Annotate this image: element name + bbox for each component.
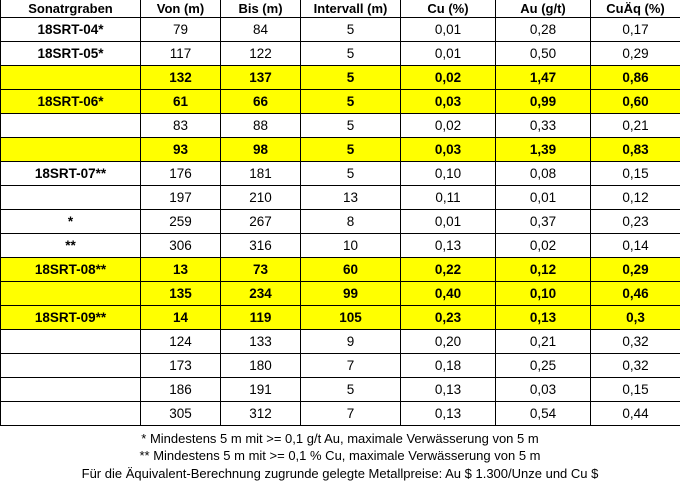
cell-to-m: 267 xyxy=(221,210,301,234)
footnotes xyxy=(0,430,680,482)
cell-cuaq-pct: 0,83 xyxy=(591,138,680,162)
cell-interval-m: 5 xyxy=(301,66,401,90)
cell-to-m: 312 xyxy=(221,402,301,426)
cell-hole-id: ** xyxy=(1,234,141,258)
cell-interval-m: 60 xyxy=(301,258,401,282)
cell-interval-m: 5 xyxy=(301,90,401,114)
cell-interval-m: 9 xyxy=(301,330,401,354)
table-row xyxy=(1,402,680,426)
cell-hole-id: * xyxy=(1,210,141,234)
cell-from-m: 124 xyxy=(141,330,221,354)
cell-au-gpt: 0,37 xyxy=(496,210,591,234)
cell-from-m: 117 xyxy=(141,42,221,66)
cell-cuaq-pct: 0,12 xyxy=(591,186,680,210)
cell-au-gpt: 0,33 xyxy=(496,114,591,138)
cell-au-gpt: 0,10 xyxy=(496,282,591,306)
cell-from-m: 83 xyxy=(141,114,221,138)
table-row xyxy=(1,18,680,42)
column-header-cuaq: CuÄq (%) xyxy=(591,0,680,18)
cell-cuaq-pct: 0,14 xyxy=(591,234,680,258)
column-header-au: Au (g/t) xyxy=(496,0,591,18)
cell-hole-id xyxy=(1,186,141,210)
cell-cuaq-pct: 0,15 xyxy=(591,378,680,402)
footnote-cu: ** Mindestens 5 m mit >= 0,1 % Cu, maximale Verwässerung von 5 m xyxy=(0,447,680,464)
cell-hole-id: 18SRT-04* xyxy=(1,18,141,42)
cell-au-gpt: 0,54 xyxy=(496,402,591,426)
cell-to-m: 119 xyxy=(221,306,301,330)
cell-hole-id xyxy=(1,138,141,162)
cell-to-m: 133 xyxy=(221,330,301,354)
cell-interval-m: 10 xyxy=(301,234,401,258)
cell-au-gpt: 0,25 xyxy=(496,354,591,378)
cell-cu-pct: 0,01 xyxy=(401,18,496,42)
table-row xyxy=(1,306,680,330)
cell-cuaq-pct: 0,21 xyxy=(591,114,680,138)
cell-interval-m: 5 xyxy=(301,162,401,186)
cell-cuaq-pct: 0,32 xyxy=(591,354,680,378)
cell-hole-id: 18SRT-06* xyxy=(1,90,141,114)
cell-interval-m: 99 xyxy=(301,282,401,306)
cell-cuaq-pct: 0,46 xyxy=(591,282,680,306)
column-header-bis: Bis (m) xyxy=(221,0,301,18)
table-row xyxy=(1,90,680,114)
cell-cu-pct: 0,23 xyxy=(401,306,496,330)
table-row xyxy=(1,162,680,186)
cell-au-gpt: 0,02 xyxy=(496,234,591,258)
table-row xyxy=(1,114,680,138)
cell-to-m: 137 xyxy=(221,66,301,90)
cell-au-gpt: 0,99 xyxy=(496,90,591,114)
cell-from-m: 173 xyxy=(141,354,221,378)
cell-hole-id: 18SRT-08** xyxy=(1,258,141,282)
cell-from-m: 14 xyxy=(141,306,221,330)
cell-from-m: 93 xyxy=(141,138,221,162)
cell-au-gpt: 0,50 xyxy=(496,42,591,66)
cell-cu-pct: 0,11 xyxy=(401,186,496,210)
column-header-cu: Cu (%) xyxy=(401,0,496,18)
cell-interval-m: 5 xyxy=(301,42,401,66)
table-row xyxy=(1,186,680,210)
cell-cu-pct: 0,01 xyxy=(401,210,496,234)
cell-to-m: 191 xyxy=(221,378,301,402)
cell-cu-pct: 0,13 xyxy=(401,378,496,402)
cell-cu-pct: 0,02 xyxy=(401,114,496,138)
cell-hole-id: 18SRT-07** xyxy=(1,162,141,186)
table-row xyxy=(1,258,680,282)
cell-interval-m: 7 xyxy=(301,354,401,378)
cell-au-gpt: 1,47 xyxy=(496,66,591,90)
cell-cuaq-pct: 0,32 xyxy=(591,330,680,354)
cell-au-gpt: 0,08 xyxy=(496,162,591,186)
cell-cu-pct: 0,20 xyxy=(401,330,496,354)
cell-interval-m: 5 xyxy=(301,138,401,162)
cell-interval-m: 7 xyxy=(301,402,401,426)
cell-hole-id xyxy=(1,402,141,426)
cell-cuaq-pct: 0,23 xyxy=(591,210,680,234)
cell-from-m: 186 xyxy=(141,378,221,402)
cell-hole-id xyxy=(1,354,141,378)
table-row xyxy=(1,378,680,402)
cell-to-m: 316 xyxy=(221,234,301,258)
cell-au-gpt: 1,39 xyxy=(496,138,591,162)
cell-au-gpt: 0,13 xyxy=(496,306,591,330)
cell-interval-m: 5 xyxy=(301,114,401,138)
cell-hole-id xyxy=(1,378,141,402)
cell-to-m: 66 xyxy=(221,90,301,114)
cell-au-gpt: 0,12 xyxy=(496,258,591,282)
cell-from-m: 61 xyxy=(141,90,221,114)
cell-from-m: 13 xyxy=(141,258,221,282)
cell-from-m: 306 xyxy=(141,234,221,258)
table-row xyxy=(1,330,680,354)
cell-au-gpt: 0,28 xyxy=(496,18,591,42)
table-row xyxy=(1,42,680,66)
cell-cuaq-pct: 0,86 xyxy=(591,66,680,90)
table-row xyxy=(1,66,680,90)
cell-to-m: 122 xyxy=(221,42,301,66)
table-body xyxy=(1,18,680,426)
column-header-hole: Sonatrgraben xyxy=(1,0,141,18)
table-row xyxy=(1,210,680,234)
cell-from-m: 259 xyxy=(141,210,221,234)
cell-from-m: 79 xyxy=(141,18,221,42)
cell-to-m: 234 xyxy=(221,282,301,306)
cell-interval-m: 5 xyxy=(301,18,401,42)
cell-hole-id xyxy=(1,66,141,90)
cell-interval-m: 13 xyxy=(301,186,401,210)
column-header-von: Von (m) xyxy=(141,0,221,18)
cell-from-m: 197 xyxy=(141,186,221,210)
cell-cu-pct: 0,03 xyxy=(401,138,496,162)
cell-to-m: 84 xyxy=(221,18,301,42)
cell-to-m: 210 xyxy=(221,186,301,210)
cell-hole-id: 18SRT-09** xyxy=(1,306,141,330)
cell-cu-pct: 0,03 xyxy=(401,90,496,114)
cell-hole-id: 18SRT-05* xyxy=(1,42,141,66)
cell-cuaq-pct: 0,29 xyxy=(591,42,680,66)
table-header xyxy=(1,0,680,18)
cell-cu-pct: 0,02 xyxy=(401,66,496,90)
cell-cu-pct: 0,13 xyxy=(401,234,496,258)
cell-to-m: 88 xyxy=(221,114,301,138)
table-header-row xyxy=(1,0,680,18)
cell-au-gpt: 0,03 xyxy=(496,378,591,402)
cell-cu-pct: 0,13 xyxy=(401,402,496,426)
cell-hole-id xyxy=(1,282,141,306)
cell-to-m: 73 xyxy=(221,258,301,282)
table-row xyxy=(1,354,680,378)
cell-cuaq-pct: 0,44 xyxy=(591,402,680,426)
cell-to-m: 98 xyxy=(221,138,301,162)
table-row xyxy=(1,234,680,258)
cell-from-m: 305 xyxy=(141,402,221,426)
cell-interval-m: 8 xyxy=(301,210,401,234)
cell-from-m: 132 xyxy=(141,66,221,90)
cell-cuaq-pct: 0,60 xyxy=(591,90,680,114)
cell-cuaq-pct: 0,17 xyxy=(591,18,680,42)
cell-cuaq-pct: 0,29 xyxy=(591,258,680,282)
cell-to-m: 181 xyxy=(221,162,301,186)
cell-cu-pct: 0,01 xyxy=(401,42,496,66)
cell-au-gpt: 0,01 xyxy=(496,186,591,210)
cell-from-m: 135 xyxy=(141,282,221,306)
cell-hole-id xyxy=(1,330,141,354)
table-row xyxy=(1,138,680,162)
cell-au-gpt: 0,21 xyxy=(496,330,591,354)
cell-hole-id xyxy=(1,114,141,138)
cell-interval-m: 105 xyxy=(301,306,401,330)
cell-to-m: 180 xyxy=(221,354,301,378)
footnote-au: * Mindestens 5 m mit >= 0,1 g/t Au, maximale Verwässerung von 5 m xyxy=(0,430,680,447)
cell-cu-pct: 0,22 xyxy=(401,258,496,282)
cell-cu-pct: 0,18 xyxy=(401,354,496,378)
cell-cu-pct: 0,40 xyxy=(401,282,496,306)
cell-cuaq-pct: 0,15 xyxy=(591,162,680,186)
cell-cu-pct: 0,10 xyxy=(401,162,496,186)
cell-cuaq-pct: 0,3 xyxy=(591,306,680,330)
cell-from-m: 176 xyxy=(141,162,221,186)
cell-interval-m: 5 xyxy=(301,378,401,402)
column-header-intervall: Intervall (m) xyxy=(301,0,401,18)
footnote-metal-prices: Für die Äquivalent-Berechnung zugrunde gelegte Metallpreise: Au $ 1.300/Unze und Cu $ xyxy=(0,465,680,482)
table-row xyxy=(1,282,680,306)
